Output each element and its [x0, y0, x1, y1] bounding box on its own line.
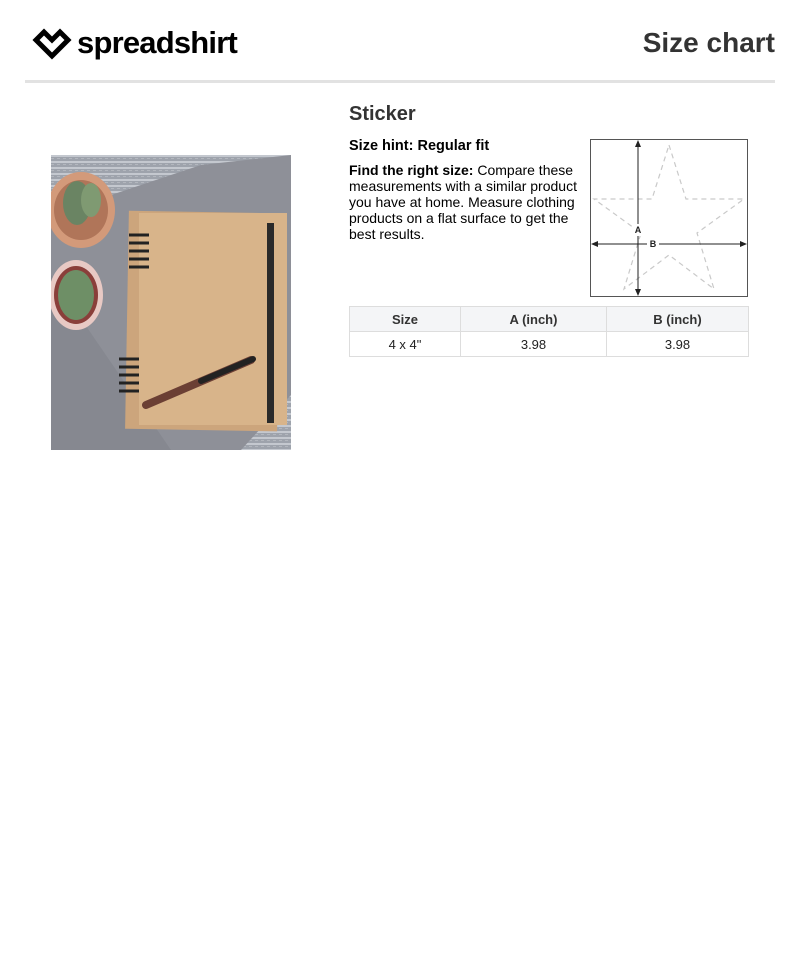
diagram-label-b: B: [649, 239, 657, 249]
product-title: Sticker: [349, 103, 416, 125]
diagram-label-a: A: [634, 225, 642, 235]
header-a-inch: A (inch): [461, 307, 607, 332]
header-b-inch: B (inch): [607, 307, 749, 332]
product-photo: [51, 155, 291, 450]
size-hint: Size hint: Regular fit: [349, 138, 490, 154]
cell-b-inch: 3.98: [607, 332, 749, 357]
header-size: Size: [350, 307, 461, 332]
page-title: Size chart: [642, 27, 775, 58]
size-instructions-label: Find the right size:: [349, 162, 474, 178]
size-instructions-text: Compare these measurements with a similar product you have at home. Measure clothing products on a flat surface to get the best results.: [349, 162, 577, 242]
cell-size: 4 x 4": [350, 332, 461, 357]
size-instructions: [349, 162, 577, 242]
cell-a-inch: 3.98: [461, 332, 607, 357]
measurement-diagram: [590, 139, 748, 297]
page-header: [25, 0, 775, 83]
size-table: [349, 306, 749, 357]
spreadshirt-logo[interactable]: [32, 26, 237, 60]
notebook-photo-illustration: [51, 155, 291, 450]
size-table-header-row: [350, 307, 749, 332]
table-row: [350, 332, 749, 357]
brand-name: spreadshirt: [77, 25, 238, 60]
heart-diamond-icon: [32, 26, 72, 60]
